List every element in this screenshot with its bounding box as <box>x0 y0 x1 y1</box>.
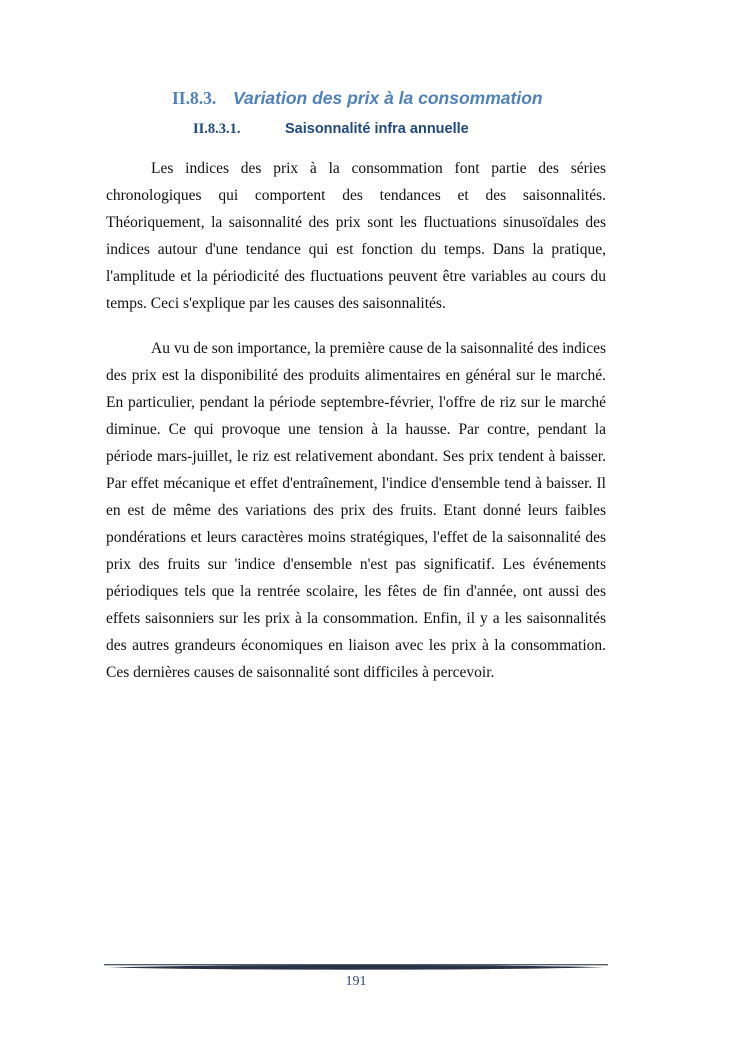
footer-divider <box>104 963 608 972</box>
section-heading-number: II.8.3. <box>172 88 217 108</box>
paragraph-seasonality-causes: Au vu de son importance, la première cause de la saisonnalité des indices des prix est la disponibilité des produits alimentaires en général sur le marché. En particulier, pendant la période septembre-février, l'offre de riz sur le marché diminue. Ce qui provoque une tension à la hausse. Par contre, pendant la période mars-juillet, le riz est relativement abondant. Ses prix tendent à baisser. Par effet mécanique et effet d'entraînement, l'indice d'ensemble tend à baisser. Il en est de même des variations des prix des fruits. Etant donné leurs faibles pondérations et leurs caractères moins stratégiques, l'effet de la saisonnalité des prix des fruits sur 'indice d'ensemble n'est pas significatif. Les événements périodiques tels que la rentrée scolaire, les fêtes de fin d'année, ont aussi des effets saisonniers sur les prix à la consommation. Enfin, il y a les saisonnalités des autres grandeurs économiques en liaison avec les prix à la consommation. Ces dernières causes de saisonnalité sont difficiles à percevoir. <box>106 340 606 681</box>
subsection-heading-number: II.8.3.1. <box>193 121 241 137</box>
page-footer <box>104 963 608 990</box>
section-heading <box>106 88 606 109</box>
page-number: 191 <box>345 974 367 989</box>
subsection-heading <box>106 120 606 138</box>
subsection-heading-title: Saisonnalité infra annuelle <box>285 121 469 137</box>
page-content <box>106 0 606 686</box>
paragraph-seasonality-intro: Les indices des prix à la consommation font partie des séries chronologiques qui comportent des tendances et des saisonnalités. Théoriquement, la saisonnalité des prix sont les fluctuations sinusoïdales des indices autour d'une tendance qui est fonction du temps. Dans la pratique, l'amplitude et la périodicité des fluctuations peuvent être variables au cours du temps. Ceci s'explique par les causes des saisonnalités. <box>106 160 606 312</box>
section-heading-title: Variation des prix à la consommation <box>233 88 543 108</box>
